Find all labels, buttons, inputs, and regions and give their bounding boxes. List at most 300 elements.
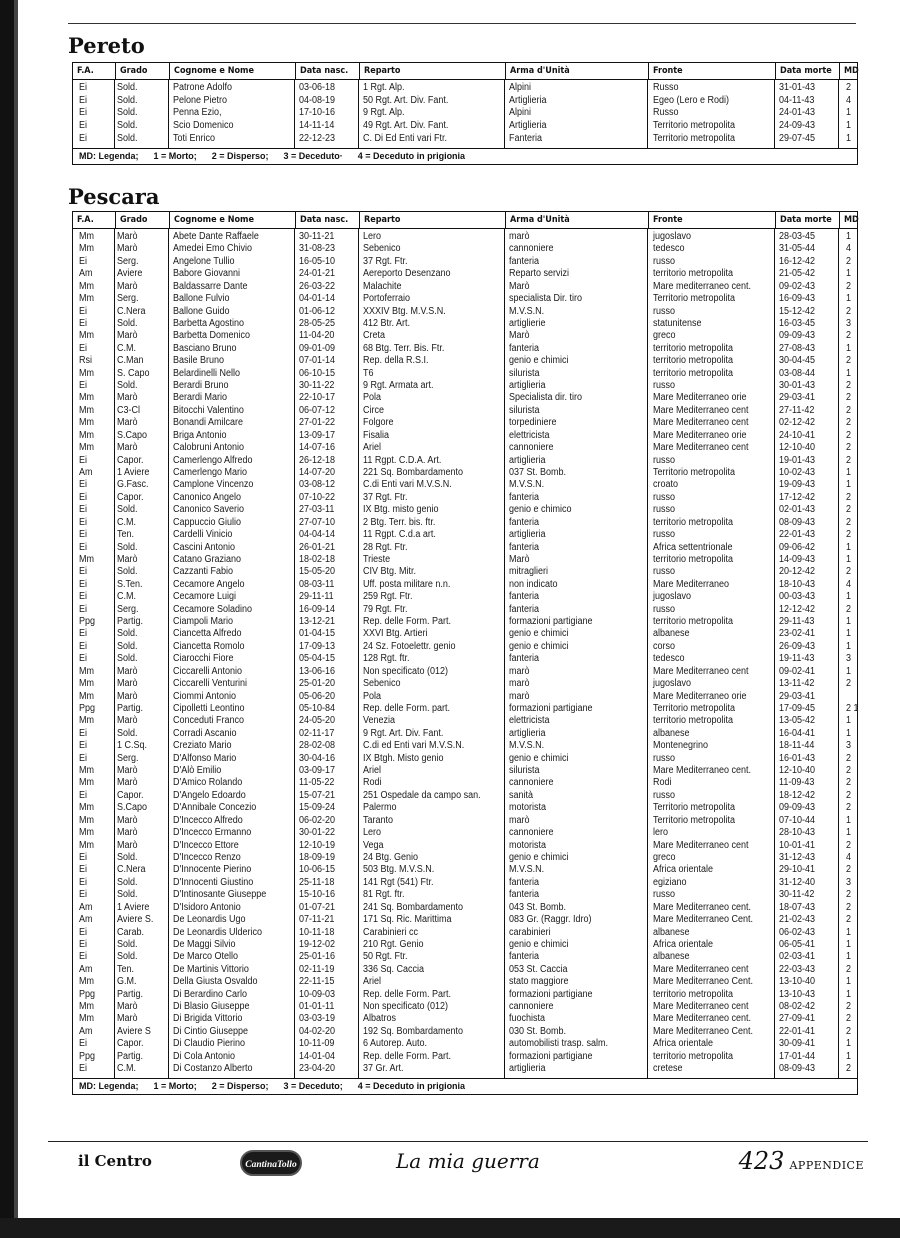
cell-fa: Mm [79, 715, 95, 727]
cell-grado: G.Fasc. [117, 479, 149, 491]
cell-md: 1 [846, 628, 852, 640]
cell-fronte: Mare Mediterraneo cent. [653, 1013, 752, 1025]
cell-grado: Capor. [117, 491, 144, 503]
cell-grado: Marò [117, 839, 138, 851]
cell-nome: De Leonardis Ugo [173, 914, 246, 926]
cell-reparto: 9 Rgt. Alp. [363, 107, 405, 119]
cell-nome: Scio Domenico [173, 120, 234, 132]
cell-fa: Mm [79, 553, 95, 565]
cell-grado: Sold. [117, 951, 138, 963]
cell-md: 1 [846, 640, 852, 652]
cell-fronte: Territorio metropolita [653, 120, 736, 132]
cell-nome: D'Incecco Renzo [173, 852, 241, 863]
cell-nome: Di Cola Antonio [173, 1050, 236, 1062]
column-header-md: MD [839, 63, 856, 79]
cell-data-morte: 10-01-41 [779, 839, 816, 851]
cell-md: 2 [846, 802, 852, 814]
cell-arma: marò [509, 678, 530, 690]
cell-grado: Ten. [117, 963, 135, 975]
cell-fronte: Mare Mediterraneo cent [653, 404, 749, 416]
cell-arma: marò [509, 665, 530, 677]
cell-fa: Am [79, 268, 93, 280]
cell-fa: Ei [79, 752, 88, 764]
cell-nome: D'Amico Rolando [173, 777, 243, 789]
cell-fronte: territorio metropolita [653, 553, 734, 565]
cell-data-morte: 31-01-43 [779, 82, 816, 93]
cell-grado: Marò [117, 814, 138, 826]
cell-grado: C.M. [117, 516, 136, 528]
cell-arma: fanteria [509, 876, 540, 888]
cell-fa: Ei [79, 94, 88, 106]
cell-md: 1 [846, 1050, 852, 1062]
cell-arma: formazioni partigiane [509, 702, 593, 714]
cell-arma: 043 St. Bomb. [509, 901, 567, 913]
cell-md: 2 [846, 504, 852, 516]
cell-md: 1 [846, 938, 852, 950]
cell-reparto: Vega [363, 839, 384, 851]
cell-md: 2 [846, 839, 852, 851]
cell-reparto: 221 Sq. Bombardamento [363, 466, 464, 478]
table-row [73, 1013, 857, 1025]
cell-data-morte: 12-10-40 [779, 765, 816, 777]
cell-arma: specialista Dir. tiro [509, 293, 583, 305]
cell-fa: Am [79, 901, 93, 913]
cell-reparto: 28 Rgt. Ftr. [363, 541, 408, 553]
cell-data-nascita: 14-07-20 [299, 466, 336, 478]
cell-data-nascita: 24-05-20 [299, 715, 336, 727]
table-row [73, 753, 857, 765]
cell-nome: De Martinis Vittorio [173, 963, 249, 975]
column-header-grado: Grado [115, 63, 169, 79]
cell-nome: Amedei Emo Chivio [173, 243, 253, 255]
cell-arma: cannoniere [509, 777, 554, 789]
table-row [73, 852, 857, 864]
cell-arma: artiglieria [509, 727, 546, 739]
cell-fronte: greco [653, 330, 676, 342]
cell-data-nascita: 18-09-19 [299, 852, 336, 863]
cell-arma: Specialista dir. tiro [509, 392, 583, 404]
cell-fa: Ei [79, 603, 88, 615]
cell-fa: Ei [79, 107, 88, 119]
cell-md: 2 [846, 82, 852, 93]
cell-arma: formazioni partigiane [509, 988, 593, 1000]
cell-grado: Marò [117, 392, 138, 404]
column-header-data-morte: Data morte [775, 212, 839, 228]
cell-data-nascita: 28-05-25 [299, 317, 336, 329]
cell-data-nascita: 17-09-13 [299, 640, 336, 652]
cell-data-morte: 19-09-43 [779, 479, 816, 491]
cell-reparto: 24 Sz. Fotoelettr. genio [363, 640, 456, 652]
table-row [73, 243, 857, 255]
cell-reparto: IX Btgh. Misto genio [363, 752, 444, 764]
cell-nome: Barbetta Agostino [173, 317, 245, 329]
cell-md: 3 [846, 740, 852, 752]
cell-grado: Carab. [117, 926, 145, 938]
column-header-data-nascita: Data nasc. [295, 212, 359, 228]
cell-md: 2 [846, 516, 852, 528]
cell-arma: genio e chimici [509, 752, 569, 764]
cell-arma: fanteria [509, 491, 540, 503]
table-row [73, 989, 857, 1001]
cell-data-morte: 24-09-43 [779, 120, 816, 132]
table-row [73, 604, 857, 616]
cell-data-nascita: 15-05-20 [299, 566, 336, 578]
cell-grado: 1 C.Sq. [117, 740, 148, 752]
cell-fronte: Mare Mediterraneo cent [653, 839, 749, 851]
cell-reparto: XXXIV Btg. M.V.S.N. [363, 305, 446, 317]
cell-fronte: Mare Mediterraneo orie [653, 690, 747, 702]
cell-reparto: 37 Rgt. Ftr. [363, 491, 408, 503]
cell-nome: Berardi Mario [173, 392, 228, 404]
cell-data-nascita: 19-12-02 [299, 938, 336, 950]
cell-fa: Mm [79, 243, 95, 255]
cell-grado: Sold. [117, 82, 138, 93]
cell-reparto: 81 Rgt. ftr. [363, 889, 405, 901]
cell-reparto: Ariel [363, 976, 382, 988]
cell-data-nascita: 22-12-23 [299, 132, 336, 144]
cell-fa: Ppg [79, 988, 96, 1000]
cell-grado: Sold. [117, 504, 138, 516]
table-row [73, 628, 857, 640]
cell-data-morte: 11-09-43 [779, 777, 815, 789]
table-row [73, 82, 857, 95]
scan-left-shadow [14, 0, 18, 1238]
cell-nome: Cecamore Luigi [173, 591, 237, 603]
cell-nome: Camerlengo Alfredo [173, 454, 253, 466]
cell-data-nascita: 13-12-21 [299, 616, 336, 628]
cell-nome: De Maggi Silvio [173, 938, 236, 950]
cell-data-morte: 06-05-41 [779, 938, 816, 950]
cell-data-morte: 23-02-41 [779, 628, 816, 640]
cell-nome: D'Annibale Concezio [173, 802, 257, 814]
table-row [73, 964, 857, 976]
cell-data-nascita: 03-06-18 [299, 82, 336, 93]
cell-fronte: Africa orientale [653, 864, 714, 876]
cell-nome: Ciccarelli Antonio [173, 665, 243, 677]
cell-data-morte: 02-03-41 [779, 951, 816, 963]
cell-nome: Calobruni Antonio [173, 442, 245, 454]
cell-md: 1 [846, 727, 852, 739]
cell-arma: motorista [509, 802, 547, 814]
cell-arma: M.V.S.N. [509, 864, 545, 876]
cell-data-nascita: 30-01-22 [299, 827, 336, 839]
cell-fronte: Mare Mediterraneo orie [653, 429, 747, 441]
cell-reparto: Sebenico [363, 243, 401, 255]
cell-data-nascita: 07-01-14 [299, 355, 336, 367]
cell-fronte: Territorio metropolita [653, 466, 736, 478]
cell-fa: Mm [79, 392, 95, 404]
cell-grado: Sold. [117, 94, 138, 106]
page-number: 423 [738, 1147, 785, 1175]
cell-data-nascita: 30-11-22 [299, 380, 335, 392]
table-header [73, 63, 857, 80]
cell-data-morte: 29-07-45 [779, 132, 816, 144]
cell-data-morte: 20-12-42 [779, 566, 816, 578]
cell-fronte: russo [653, 603, 676, 615]
cell-nome: Conceduti Franco [173, 715, 245, 727]
cell-grado: Aviere [117, 268, 143, 280]
cell-nome: Ciommi Antonio [173, 690, 237, 702]
cell-fronte: greco [653, 852, 676, 863]
cell-fa: Ei [79, 305, 88, 317]
cell-arma: fanteria [509, 591, 540, 603]
cell-nome: D'Isidoro Antonio [173, 901, 241, 913]
cell-fronte: Mare Mediterraneo orie [653, 392, 747, 404]
cell-grado: Serg. [117, 603, 139, 615]
cell-fronte: territorio metropolita [653, 342, 734, 354]
column-header-fa: F.A. [77, 215, 94, 225]
cell-grado: Partig. [117, 1050, 144, 1062]
cell-nome: Di Costanzo Alberto [173, 1063, 253, 1075]
column-header-nome: Cognome e Nome [169, 63, 295, 79]
cell-reparto: 210 Rgt. Genio [363, 938, 424, 950]
cell-data-morte: 16-09-43 [779, 293, 816, 305]
cell-fronte: albanese [653, 951, 690, 963]
cell-reparto: 171 Sq. Ric. Marittima [363, 914, 452, 926]
table-row [73, 579, 857, 591]
cell-nome: Cecamore Soladino [173, 603, 253, 615]
cell-arma: marò [509, 690, 530, 702]
cell-data-morte: 03-08-44 [779, 367, 816, 379]
cell-data-nascita: 13-06-16 [299, 665, 336, 677]
cell-data-morte: 09-02-41 [779, 665, 816, 677]
section-title-pereto: Pereto [68, 33, 145, 58]
cell-data-nascita: 25-01-20 [299, 678, 336, 690]
cell-reparto: 9 Rgt. Armata art. [363, 380, 434, 392]
cell-data-nascita: 08-03-11 [299, 578, 335, 590]
cell-arma: Marò [509, 330, 530, 342]
cell-nome: Creziato Mario [173, 740, 232, 752]
cell-data-nascita: 24-01-21 [299, 268, 336, 280]
cell-reparto: 37 Rgt. Ftr. [363, 255, 408, 267]
cell-md: 2 [846, 392, 852, 404]
table-row [73, 666, 857, 678]
cell-arma: artiglieria [509, 380, 546, 392]
cell-fronte: russo [653, 889, 676, 901]
table-row [73, 343, 857, 355]
cell-data-nascita: 14-07-16 [299, 442, 336, 454]
cell-data-nascita: 01-01-11 [299, 1001, 335, 1013]
table-row [73, 777, 857, 789]
table-row [73, 951, 857, 963]
cell-arma: marò [509, 231, 530, 242]
table-row [73, 430, 857, 442]
cell-reparto: 251 Ospedale da campo san. [363, 789, 481, 801]
cell-fa: Mm [79, 839, 95, 851]
cell-fa: Am [79, 1025, 93, 1037]
cell-nome: Cappuccio Giulio [173, 516, 242, 528]
cell-data-morte: 24-01-43 [779, 107, 816, 119]
cell-fa: Ei [79, 120, 88, 132]
cell-grado: Sold. [117, 653, 138, 665]
cell-md: 2 [846, 777, 852, 789]
cell-nome: D'Innocente Pierino [173, 864, 252, 876]
cell-reparto: 50 Rgt. Art. Div. Fant. [363, 94, 449, 106]
cell-arma: genio e chimico [509, 504, 572, 516]
cell-md: 2 [846, 752, 852, 764]
cell-md: 4 [846, 852, 852, 863]
cell-arma: Marò [509, 553, 530, 565]
cell-fronte: egiziano [653, 876, 687, 888]
cell-fa: Ei [79, 255, 88, 267]
cell-nome: D'Alò Emilio [173, 765, 222, 777]
cell-data-morte: 27-08-43 [779, 342, 816, 354]
cell-nome: Berardi Bruno [173, 380, 229, 392]
cell-md: 2 [846, 1001, 852, 1013]
cell-md: 3 [846, 317, 852, 329]
table-row [73, 1038, 857, 1050]
cell-fa: Mm [79, 814, 95, 826]
cell-arma: genio e chimici [509, 640, 569, 652]
cell-arma: 037 St. Bomb. [509, 466, 567, 478]
cell-md: 1 [846, 293, 852, 305]
cell-data-nascita: 15-10-16 [299, 889, 336, 901]
cell-fa: Ei [79, 566, 88, 578]
cell-data-morte: 09-02-43 [779, 280, 816, 292]
cell-nome: Cascini Antonio [173, 541, 236, 553]
cell-fa: Ei [79, 653, 88, 665]
table-row [73, 479, 857, 491]
cell-nome: Cazzanti Fabio [173, 566, 234, 578]
cell-md: 2 [846, 280, 852, 292]
cell-reparto: 192 Sq. Bombardamento [363, 1025, 464, 1037]
cell-arma: artiglierie [509, 317, 546, 329]
cell-data-nascita: 01-04-15 [299, 628, 336, 640]
cell-arma: silurista [509, 765, 540, 777]
cell-data-nascita: 10-11-18 [299, 926, 335, 938]
cell-data-nascita: 04-04-14 [299, 529, 336, 541]
cell-md: 2 [846, 442, 852, 454]
table-row [73, 517, 857, 529]
cell-reparto: 9 Rgt. Art. Div. Fant. [363, 727, 444, 739]
cell-reparto: Pola [363, 690, 382, 702]
cell-grado: Capor. [117, 789, 144, 801]
cell-md: 2 [846, 765, 852, 777]
table-row [73, 840, 857, 852]
column-header-nome: Cognome e Nome [169, 212, 295, 228]
cell-grado: Sold. [117, 938, 138, 950]
cell-data-morte: 29-11-43 [779, 616, 815, 628]
cell-fronte: Mare Mediterraneo Cent. [653, 976, 754, 988]
cell-data-morte: 08-09-43 [779, 1063, 816, 1075]
cell-md: 1 [846, 988, 852, 1000]
table-row [73, 318, 857, 330]
table-row [73, 566, 857, 578]
cell-arma: fanteria [509, 342, 540, 354]
cell-data-morte: 16-03-45 [779, 317, 816, 329]
cell-data-morte: 26-09-43 [779, 640, 816, 652]
cell-nome: Ciancetta Alfredo [173, 628, 242, 640]
table-header [73, 212, 857, 229]
cell-fronte: jugoslavo [653, 678, 692, 690]
cell-nome: Canonico Angelo [173, 491, 242, 503]
column-header-data-nascita: Data nasc. [295, 63, 359, 79]
table-row [73, 765, 857, 777]
cell-arma: silurista [509, 404, 540, 416]
cell-data-nascita: 15-07-21 [299, 789, 336, 801]
cell-data-morte: 22-03-43 [779, 963, 816, 975]
column-header-arma: Arma d'Unità [505, 63, 648, 79]
cell-grado: Marò [117, 243, 138, 255]
cell-data-nascita: 03-03-19 [299, 1013, 336, 1025]
cell-reparto: C. Di Ed Enti vari Ftr. [363, 132, 448, 144]
cell-data-nascita: 04-01-14 [299, 293, 336, 305]
cell-data-nascita: 17-10-16 [299, 107, 336, 119]
cell-nome: Catano Graziano [173, 553, 242, 565]
cell-fronte: Africa orientale [653, 1038, 714, 1050]
cell-md: 1 [846, 120, 852, 132]
cell-reparto: 68 Btg. Terr. Bis. Ftr. [363, 342, 445, 354]
cell-data-nascita: 11-04-20 [299, 330, 335, 342]
cell-fa: Ei [79, 380, 88, 392]
cell-md: 2 [846, 404, 852, 416]
cell-data-morte: 30-09-41 [779, 1038, 816, 1050]
cell-md: 2 [846, 789, 852, 801]
cell-nome: Ciarocchi Fiore [173, 653, 234, 665]
cell-data-morte: 00-03-43 [779, 591, 816, 603]
cell-data-nascita: 12-10-19 [299, 839, 336, 851]
cell-grado: Sold. [117, 628, 138, 640]
cell-data-morte: 13-10-43 [779, 988, 816, 1000]
cell-reparto: 259 Rgt. Ftr. [363, 591, 413, 603]
cell-nome: Baldassarre Dante [173, 280, 248, 292]
cell-reparto: Creta [363, 330, 386, 342]
table-row [73, 231, 857, 243]
table-row [73, 691, 857, 703]
cell-fronte: Mare Mediterraneo cent [653, 665, 749, 677]
table-body [73, 80, 857, 148]
cell-data-morte: 24-10-41 [779, 429, 816, 441]
cell-grado: Marò [117, 665, 138, 677]
cell-fa: Mm [79, 417, 95, 429]
cell-fronte: Mare Mediterraneo cent. [653, 765, 752, 777]
cell-fa: Ei [79, 578, 88, 590]
cell-arma: fanteria [509, 951, 540, 963]
cell-data-nascita: 18-02-18 [299, 553, 336, 565]
cell-nome: Ciancetta Romolo [173, 640, 245, 652]
cell-arma: M.V.S.N. [509, 740, 545, 752]
cell-nome: Basciano Bruno [173, 342, 237, 354]
cell-fronte: Montenegrino [653, 740, 709, 752]
cell-nome: Ballone Guido [173, 305, 230, 317]
cell-grado: Partig. [117, 988, 144, 1000]
cell-reparto: CIV Btg. Mitr. [363, 566, 417, 578]
cell-md: 4 [846, 578, 852, 590]
cell-md: 2 [846, 330, 852, 342]
table-row [73, 107, 857, 120]
table-row [73, 504, 857, 516]
cell-md: 4 [846, 243, 852, 255]
cell-data-nascita: 16-05-10 [299, 255, 336, 267]
table-row [73, 330, 857, 342]
cell-fronte: russo [653, 491, 676, 503]
cell-fa: Ei [79, 317, 88, 329]
cell-md: 3 [846, 876, 852, 888]
cell-fa: Ei [79, 541, 88, 553]
cell-md: 2 1 [846, 702, 859, 714]
cell-fronte: Mare Mediterraneo cent [653, 1001, 749, 1013]
cell-nome: D'Incecco Alfredo [173, 814, 243, 826]
cell-md: 1 [846, 715, 852, 727]
cell-reparto: Rep. della R.S.I. [363, 355, 429, 367]
cell-fronte: Africa settentrionale [653, 541, 733, 553]
table-row [73, 455, 857, 467]
cell-data-nascita: 25-01-16 [299, 951, 336, 963]
cell-data-nascita: 01-06-12 [299, 305, 336, 317]
cell-grado: Marò [117, 827, 138, 839]
cell-reparto: Rep. delle Form. part. [363, 702, 451, 714]
cell-data-morte: 29-03-41 [779, 392, 816, 404]
